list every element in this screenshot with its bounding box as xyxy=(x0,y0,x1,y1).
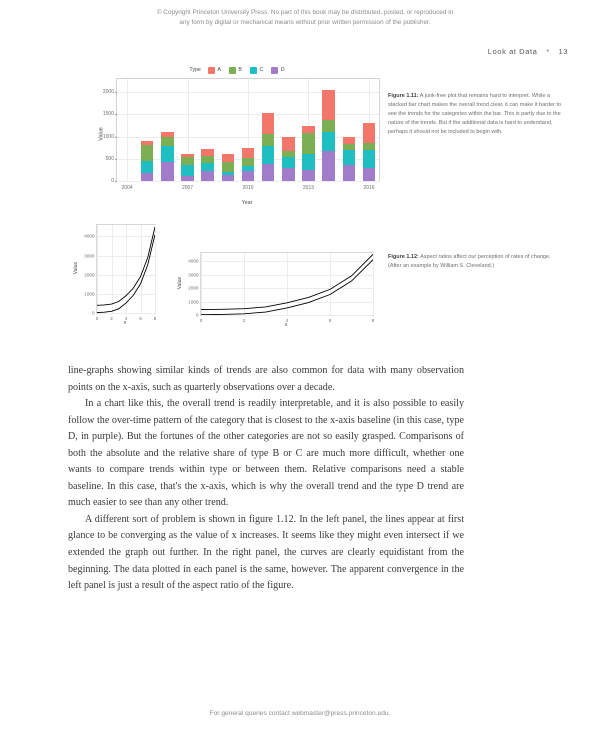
bar-chart-segment-a xyxy=(363,123,375,143)
bar-chart-segment-b xyxy=(262,134,274,145)
bar-chart-segment-b xyxy=(242,158,254,166)
line-y-tick: 1000 xyxy=(84,291,95,297)
page-footer: For general queries contact webmaster@press.princeton.edu. xyxy=(209,710,391,717)
bar-chart-segment-c xyxy=(161,146,173,162)
legend-swatch-b xyxy=(229,67,236,74)
panelLeft-y-axis-label: Value xyxy=(73,261,80,275)
bar-chart-segment-d xyxy=(242,171,254,181)
bar-chart-x-tick: 2010 xyxy=(242,184,254,191)
line-y-tick: 2000 xyxy=(188,285,199,291)
figure-1-12-caption-label: Figure 1.12: xyxy=(388,254,419,260)
bar-chart-segment-d xyxy=(262,164,274,181)
bar-chart-segment-c xyxy=(262,146,274,164)
bar-chart-segment-c xyxy=(282,157,294,169)
bar-chart-bar-slot xyxy=(177,79,197,181)
legend-item-a xyxy=(208,67,221,74)
bar-chart-segment-a xyxy=(242,148,254,158)
bar-chart-bar xyxy=(302,126,314,181)
bar-chart-bar-slot xyxy=(198,79,218,181)
bar-chart-segment-d xyxy=(322,151,334,181)
line-curves xyxy=(201,253,373,315)
line-gridline-v xyxy=(373,253,374,315)
bar-chart-segment-b xyxy=(201,156,213,163)
bar-chart-x-tick: 2016 xyxy=(363,184,375,191)
line-x-tick: 2 xyxy=(110,315,113,321)
bar-chart-bar-slot xyxy=(339,79,359,181)
bar-chart-segment-d xyxy=(141,173,153,181)
legend-title: Type xyxy=(189,67,201,73)
bar-chart-segment-d xyxy=(201,171,213,181)
line-y-tick: 1000 xyxy=(188,299,199,305)
line-x-tick: 8 xyxy=(371,317,375,323)
panelRight-plot-area xyxy=(188,252,375,323)
bar-chart-bar xyxy=(181,154,193,181)
line-y-tick: 4000 xyxy=(188,258,199,264)
body-paragraph-1: line-graphs showing similar kinds of trends are also common for data with many observation points on the x-axis, such as quarterly observations over a decade. xyxy=(68,365,464,393)
bar-chart-bar-slot xyxy=(359,79,379,181)
bar-chart-segment-c xyxy=(181,165,193,176)
bar-chart-segment-c xyxy=(302,154,314,170)
body-paragraph-3: A different sort of problem is shown in figure 1.12. In the left panel, the lines appear at first glance to be converging as the value of x increases. It seems like they might even intersect if we extended the graph out further. In the right panel, the curves are clearly equidistant from the beginning. The data plotted in each panel is the same, however. The apparent convergence in the left panel is just a result of the aspect ratio of the figure. xyxy=(68,513,464,592)
page-number: 13 xyxy=(558,47,568,56)
bar-chart-segment-a xyxy=(302,126,314,133)
bar-chart-x-axis-label: Year xyxy=(241,200,253,206)
legend-item-b xyxy=(229,67,242,74)
bar-chart-segment-b xyxy=(141,145,153,161)
legend-swatch-a xyxy=(208,67,215,74)
bar-chart-segment-d xyxy=(161,162,173,182)
bar-chart-x-tick: 2007 xyxy=(181,184,194,191)
bar-chart-segment-b xyxy=(302,133,314,154)
body-text xyxy=(68,363,464,595)
line-gridline-v xyxy=(155,225,156,313)
bar-chart-bar xyxy=(322,90,334,181)
line-gridline-h xyxy=(97,313,155,314)
bar-chart-x-tick: 2004 xyxy=(121,184,133,191)
bar-chart-y-axis-label: Value xyxy=(98,127,105,141)
running-head-title: Look at Data xyxy=(487,47,538,56)
figure-1-12-caption xyxy=(388,253,563,271)
bar-chart-segment-b xyxy=(161,137,173,146)
panelRight-y-axis-label: Value xyxy=(177,276,184,290)
bar-chart-bar-slot xyxy=(157,79,177,181)
legend-item-c xyxy=(250,67,263,74)
bar-chart-segment-d xyxy=(222,175,234,181)
bar-chart-bar-slot xyxy=(278,79,298,181)
line-x-tick: 4 xyxy=(285,317,289,323)
bar-chart-segment-d xyxy=(282,168,294,181)
running-head-separator-dot: • xyxy=(546,48,550,55)
chart-legend xyxy=(96,64,381,76)
bar-chart-segment-d xyxy=(343,165,355,181)
line-y-tick: 0 xyxy=(195,312,199,318)
bar-chart-bar-slot xyxy=(298,79,318,181)
bar-chart-segment-c xyxy=(363,150,375,169)
line-y-tick: 2000 xyxy=(84,272,95,278)
bar-chart-segment-c xyxy=(343,150,355,166)
bar-chart-bar-slot xyxy=(117,79,137,181)
line-x-tick: 6 xyxy=(328,317,332,323)
figure-1-12 xyxy=(62,222,382,340)
bar-chart-segment-a xyxy=(201,149,213,156)
bar-chart-segment-b xyxy=(222,162,234,172)
line-y-tick: 3000 xyxy=(188,272,199,278)
panelLeft-plot-area xyxy=(84,224,157,321)
bar-chart-bar-slot xyxy=(238,79,258,181)
body-paragraph-2: In a chart like this, the overall trend is readily interpretable, and it is also possible to easily follow the over-time pattern of the category that is closest to the x-axis baseline (in this case, type D, in purple). But the fortunes of the other categories are not so easily grasped. Comparisons of both the absolute and the relative share of type B or C are much more difficult, whether one wants to compare trends within type or between them. Relative comparisons need a stable baseline. In this case, that's the x-axis, which is why the overall trend and the type D trend are much easier to see than any other trend. xyxy=(68,398,464,509)
line-y-tick: 3000 xyxy=(84,253,95,259)
line-gridline-h xyxy=(201,315,373,316)
bar-chart-bar-slot xyxy=(137,79,157,181)
bar-chart-bars xyxy=(117,79,379,181)
line-curves xyxy=(97,225,155,313)
bar-chart-y-tick: 1000 xyxy=(102,133,114,140)
panelLeft-x-axis-label: x xyxy=(123,320,127,326)
bar-chart-segment-d xyxy=(181,176,193,181)
bar-chart-segment-c xyxy=(322,132,334,152)
bar-chart-bar xyxy=(343,137,355,181)
bar-chart-segment-a xyxy=(343,137,355,144)
bar-chart-bar xyxy=(363,123,375,181)
legend-swatch-c xyxy=(250,67,257,74)
bar-chart-bar xyxy=(222,154,234,181)
figure-1-11-caption-text: A junk-free plot that remains hard to interpret. While a stacked bar chart makes the overall trend clear, it can make it harder to see the trends for the categories within the bar. This is partly due to the nature of the trends. But if the additional data is hard to understand, perhaps it should not be included to begin with. xyxy=(388,93,562,135)
panelRight-x-axis-label: x xyxy=(284,322,288,328)
line-x-tick: 0 xyxy=(95,315,99,321)
figure-1-11-caption xyxy=(388,92,563,137)
bar-chart-segment-a xyxy=(282,137,294,151)
bar-chart-gridline-h xyxy=(117,181,379,182)
bar-chart-segment-c xyxy=(201,163,213,171)
line-x-tick: 4 xyxy=(124,315,128,321)
legend-swatch-d xyxy=(271,67,278,74)
line-x-tick: 8 xyxy=(153,315,157,321)
bar-chart-x-tick: 2013 xyxy=(302,184,315,191)
bar-chart-bar xyxy=(161,132,173,181)
legend-label-c: C xyxy=(259,67,264,73)
bar-chart-bar-slot xyxy=(218,79,238,181)
bar-chart-bar xyxy=(141,141,153,181)
bar-chart-y-tick: 0 xyxy=(111,178,114,184)
bar-chart-plot-area xyxy=(102,78,380,191)
bar-chart-bar xyxy=(242,148,254,181)
bar-chart-segment-b xyxy=(322,120,334,132)
bar-chart-bar xyxy=(262,113,274,181)
bar-chart-segment-a xyxy=(262,113,274,134)
bar-chart-y-tick: 1500 xyxy=(102,111,114,118)
line-y-tick: 0 xyxy=(91,310,95,316)
legend-item-d xyxy=(271,67,284,74)
bar-chart-bar xyxy=(282,137,294,181)
line-y-tick: 4000 xyxy=(84,233,95,239)
figure-1-12-caption-text: Aspect ratios affect our perception of rates of change. (After an example by William S. Cleveland.) xyxy=(388,254,551,269)
bar-chart-y-tick: 500 xyxy=(105,155,114,162)
bar-chart-segment-d xyxy=(363,168,375,181)
bar-chart-y-tick: 2000 xyxy=(102,89,114,96)
line-x-tick: 0 xyxy=(199,317,203,323)
bar-chart-segment-a xyxy=(322,90,334,120)
bar-chart-segment-d xyxy=(302,170,314,181)
figure-1-11 xyxy=(96,64,381,204)
running-head xyxy=(488,47,568,56)
bar-chart-segment-b xyxy=(181,157,193,165)
bar-chart-bar-slot xyxy=(258,79,278,181)
figure-1-11-caption-label: Figure 1.11: xyxy=(388,93,419,99)
legend-label-d: D xyxy=(280,67,285,73)
bar-chart-bar xyxy=(201,149,213,181)
bar-chart-segment-c xyxy=(141,161,153,173)
line-x-tick: 6 xyxy=(139,315,142,321)
figure-1-12-right-panel xyxy=(174,250,384,332)
legend-label-a: A xyxy=(217,67,221,73)
copyright-notice: © Copyright Princeton University Press. No part of this book may be distributed, posted, or reproduced in any form by digital or mechanical means without prior written permission of the publisher. xyxy=(156,9,454,26)
figure-1-12-left-panel xyxy=(74,222,166,332)
legend-label-b: B xyxy=(238,67,242,73)
line-x-tick: 2 xyxy=(242,317,246,323)
bar-chart-bar-slot xyxy=(319,79,339,181)
bar-chart-segment-a xyxy=(222,154,234,162)
